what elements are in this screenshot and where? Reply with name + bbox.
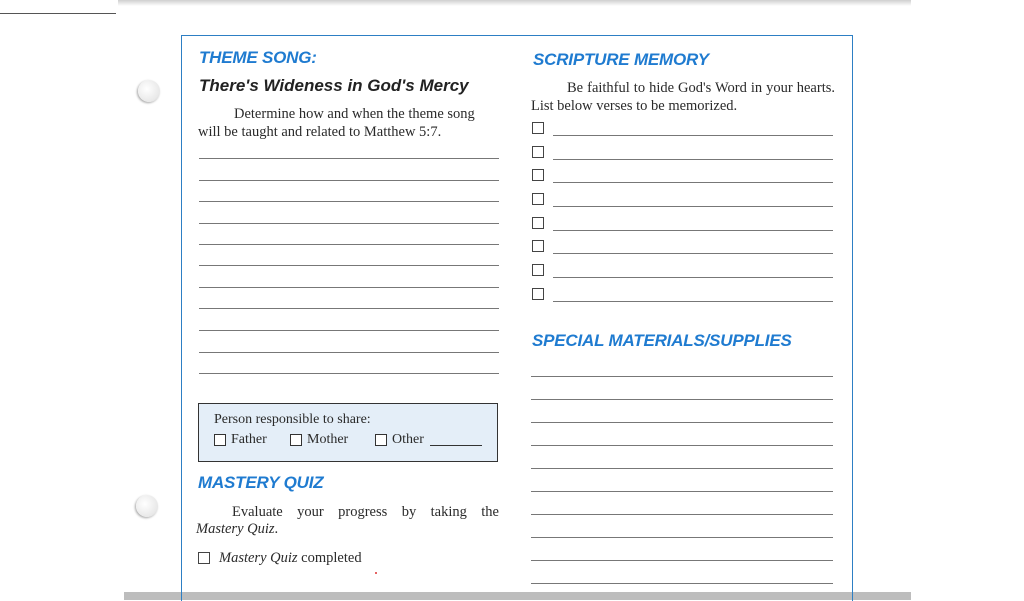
father-checkbox[interactable] [214,434,226,446]
writing-line[interactable] [199,330,499,331]
verse-checkbox[interactable] [532,288,544,300]
writing-line[interactable] [199,265,499,266]
verse-line[interactable] [553,135,833,136]
theme-song-instructions: Determine how and when the theme song will be taught and related to Matthew 5:7. [198,106,475,140]
mastery-quiz-instructions-em: Mastery Quiz [196,521,275,537]
other-label: Other [392,432,424,447]
writing-line[interactable] [199,223,499,224]
mastery-quiz-completed-text: completed [301,550,362,566]
writing-line[interactable] [531,399,833,400]
verse-line[interactable] [553,301,833,302]
writing-line[interactable] [199,244,499,245]
scripture-memory-instructions: Be faithful to hide God's Word in your hearts. List below verses to be memorized. [531,80,835,114]
writing-line[interactable] [531,583,833,584]
verse-line[interactable] [553,277,833,278]
writing-line[interactable] [531,514,833,515]
mastery-quiz-instructions-text: Evaluate your progress by taking the [232,504,499,520]
verse-checkbox[interactable] [532,193,544,205]
special-materials-heading: SPECIAL MATERIALS/SUPPLIES [532,331,792,350]
writing-line[interactable] [531,560,833,561]
writing-line[interactable] [199,201,499,202]
mastery-quiz-completed-label [219,549,362,567]
verse-line[interactable] [553,230,833,231]
person-responsible-label: Person responsible to share: [214,412,371,427]
mother-label: Mother [307,432,349,447]
scripture-memory-heading: SCRIPTURE MEMORY [533,50,709,69]
other-checkbox[interactable] [375,434,387,446]
verse-line[interactable] [553,159,833,160]
writing-line[interactable] [531,422,833,423]
writing-line[interactable] [199,180,499,181]
mastery-quiz-instructions [196,503,499,521]
verse-checkbox[interactable] [532,240,544,252]
writing-line[interactable] [199,158,499,159]
writing-line[interactable] [199,352,499,353]
writing-line[interactable] [531,468,833,469]
person-responsible-box [198,403,498,462]
left-margin-rule [0,13,116,14]
writing-line[interactable] [531,491,833,492]
binder-hole-top [138,80,160,102]
writing-line[interactable] [199,287,499,288]
mother-checkbox[interactable] [290,434,302,446]
theme-song-heading: THEME SONG: [199,48,317,67]
writing-line[interactable] [531,445,833,446]
verse-checkbox[interactable] [532,146,544,158]
writing-line[interactable] [531,537,833,538]
father-label: Father [231,432,267,447]
father-option[interactable] [214,432,267,448]
writing-line[interactable] [199,308,499,309]
verse-checkbox[interactable] [532,217,544,229]
mastery-quiz-heading: MASTERY QUIZ [198,473,324,492]
mastery-quiz-instructions-end: Mastery Quiz. [196,521,279,537]
theme-song-title: There's Wideness in God's Mercy [199,76,469,95]
mastery-quiz-checkbox[interactable] [198,552,210,564]
mother-option[interactable] [290,432,348,448]
verse-checkbox[interactable] [532,264,544,276]
page-top-edge [118,0,911,6]
verse-checkbox[interactable] [532,169,544,181]
other-option[interactable] [375,432,482,448]
writing-line[interactable] [531,376,833,377]
binder-hole-bottom [136,495,158,517]
other-fill-line[interactable] [430,445,482,446]
writing-line[interactable] [199,373,499,374]
verse-line[interactable] [553,253,833,254]
verse-line[interactable] [553,182,833,183]
ink-speck [375,572,377,574]
mastery-quiz-completed-em: Mastery Quiz [219,550,298,566]
verse-checkbox[interactable] [532,122,544,134]
verse-line[interactable] [553,206,833,207]
